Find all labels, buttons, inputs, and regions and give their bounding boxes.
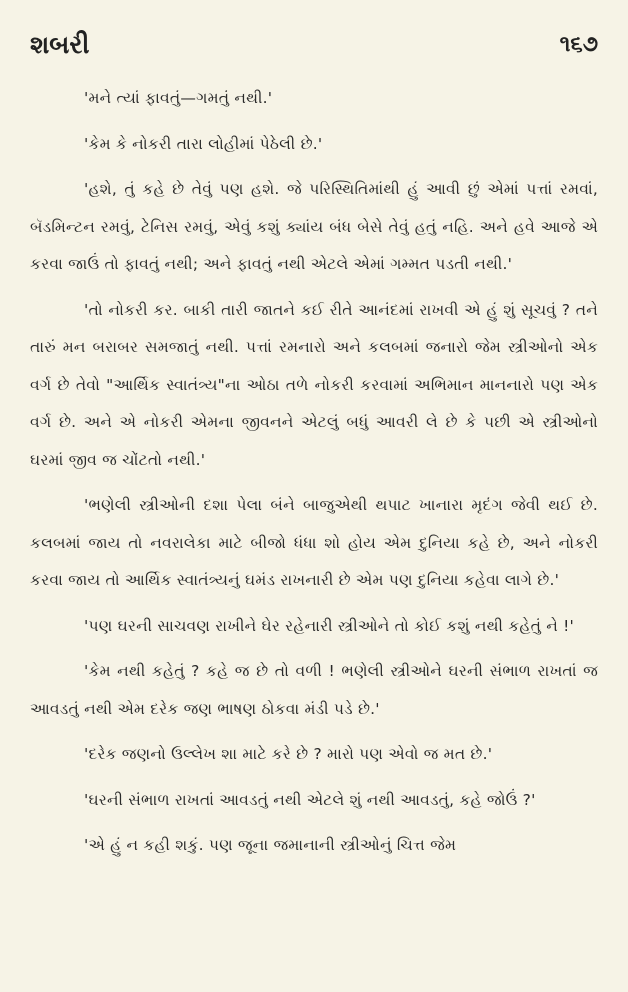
paragraph: 'ઘરની સંભાળ રાખતાં આવડતું નથી એટલે શું નથી આવડતું, કહે જોઉં ?' xyxy=(84,790,536,809)
paragraph: 'કેમ કે નોકરી તારા લોહીમાં પેઠેલી છે.' xyxy=(84,134,323,153)
running-title: શબરી xyxy=(30,30,90,59)
page-number: ૧૬૭ xyxy=(559,32,598,57)
body-text xyxy=(30,80,598,873)
paragraph: 'હશે, તું કહે છે તેવું પણ હશે. જે પરિસ્થિતિમાંથી હું આવી છું એમાં પત્તાં રમવાં, બૅડમિન્ટન રમવું, ટેનિસ રમવું, એવું કશું ક્યાંય બંધ બેસે તેવું હતું નહિ. અને હવે આજે એ કરવા જાઉં તો ફાવતું નથી; અને ફાવતું નથી એટલે એમાં ગમ્મત પડતી નથી.' xyxy=(30,180,598,273)
paragraph: 'દરેક જણનો ઉલ્લેખ શા માટે કરે છે ? મારો પણ એવો જ મત છે.' xyxy=(84,745,493,763)
paragraph: 'મને ત્યાં ફાવતું—ગમતું નથી.' xyxy=(84,89,273,107)
page-header xyxy=(30,30,598,64)
paragraph: 'કેમ નથી કહેતું ? કહે જ છે તો વળી ! ભણેલી સ્ત્રીઓને ઘરની સંભાળ રાખતાં જ આવડતું નથી એમ દરેક જણ ભાષણ ઠોકવા મંડી પડે છે.' xyxy=(30,662,598,718)
paragraph: 'પણ ઘરની સાચવણ રાખીને ઘેર રહેનારી સ્ત્રીઓને તો કોઈ કશું નથી કહેતું ને !' xyxy=(84,616,574,635)
paragraph: 'એ હું ન કહી શકું. પણ જૂના જમાનાની સ્ત્રીઓનું ચિત્ત જેમ xyxy=(84,836,457,854)
paragraph: 'તો નોકરી કર. બાકી તારી જાતને કઈ રીતે આનંદમાં રાખવી એ હું શું સૂચવું ? તને તારું મન બરાબર સમજાતું નથી. પત્તાં રમનારો અને કલબમાં જનારો જેમ સ્ત્રીઓનો એક વર્ગ છે તેવો "આર્થિક સ્વાતંત્ર્ય"ના ઓઠા તળે નોકરી કરવામાં અભિમાન માનનારો પણ એક વર્ગ છે. અને એ નોકરી એમના જીવનને એટલું બધું આવરી લે છે કે પછી એ સ્ત્રીઓનો ઘરમાં જીવ જ ચોંટતો નથી.' xyxy=(30,300,598,469)
paragraph: 'ભણેલી સ્ત્રીઓની દશા પેલા બંને બાજુએથી થપાટ ખાનારા મૃદંગ જેવી થઈ છે. કલબમાં જાય તો નવરાલેકા માટે બીજો ધંધા શો હોય એમ દુનિયા કહે છે, અને નોકરી કરવા જાય તો આર્થિક સ્વાતંત્ર્યનું ઘમંડ રાખનારી છે એમ પણ દુનિયા કહેવા લાગે છે.' xyxy=(30,496,598,589)
